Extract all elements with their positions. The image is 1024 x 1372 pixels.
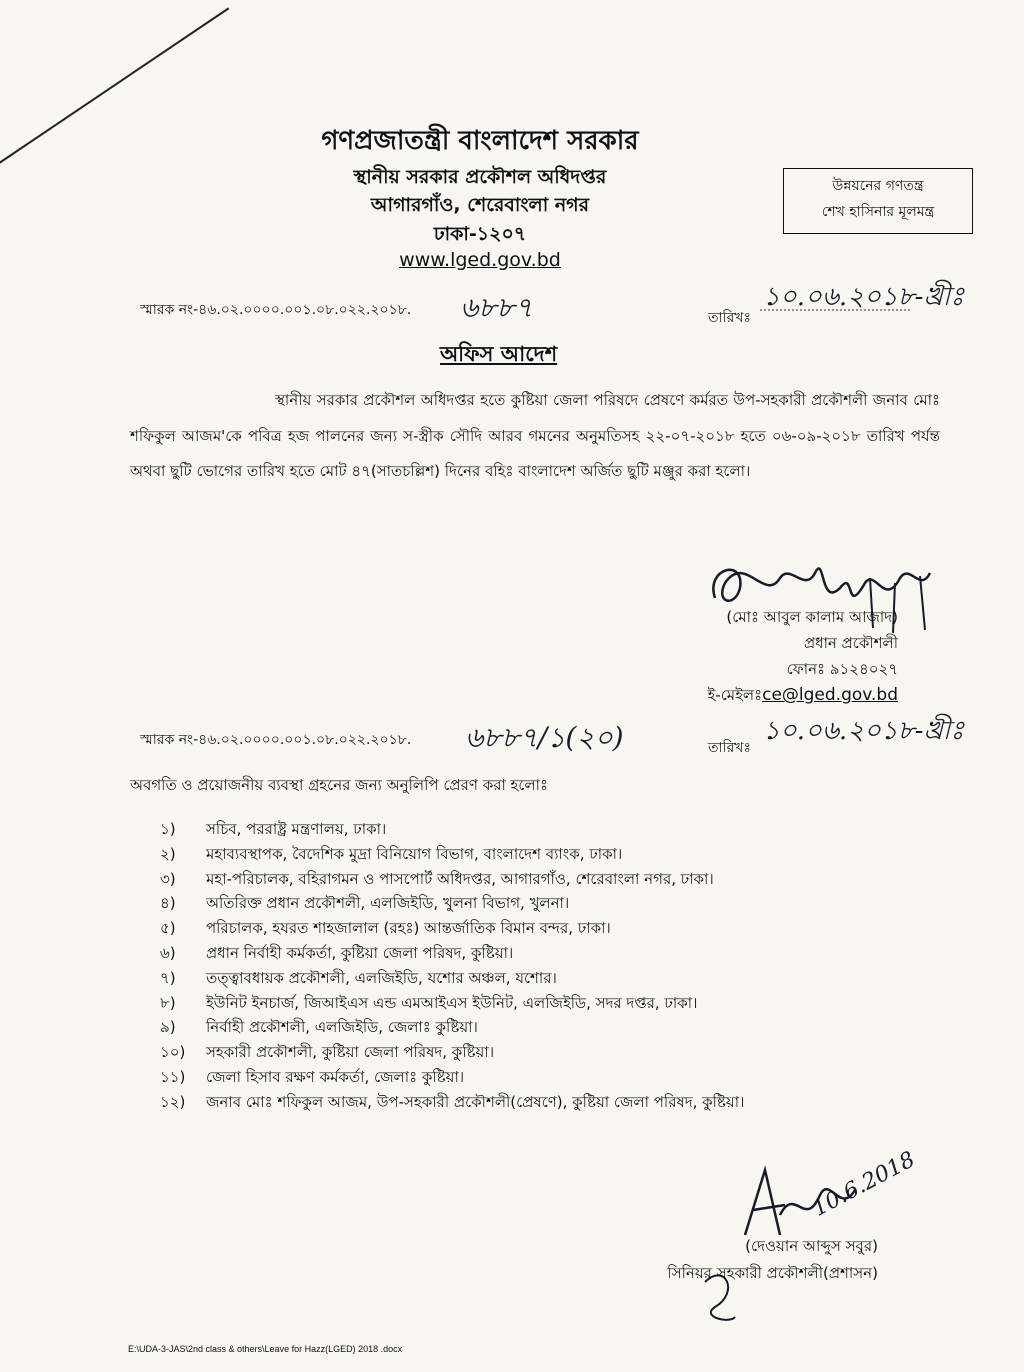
recipient-number: ৮) [160,993,176,1012]
recipient-row [160,1041,744,1066]
recipient-row [160,1091,744,1116]
recipient-text: মহাব্যবস্থাপক, বৈদেশিক মুদ্রা বিনিয়োগ বিভাগ, বাংলাদেশ ব্যাংক, ঢাকা। [206,844,623,863]
recipient-row [160,868,744,893]
order-title: অফিস আদেশ [440,342,558,366]
recipient-number: ৭) [160,968,176,987]
signatory-1-designation: প্রধান প্রকৌশলী [803,634,898,652]
recipient-row [160,892,744,917]
recipient-row [160,818,744,843]
recipient-number: ৯) [160,1018,176,1037]
signatory-1-email-line [668,682,898,708]
recipient-row [160,942,744,967]
recipient-number: ২) [160,844,176,863]
city-line: ঢাকা-১২০৭ [433,223,527,245]
signatory-1-block [668,604,898,708]
signatory-2-block [640,1233,878,1287]
order-body: স্থানীয় সরকার প্রকৌশল অধিদপ্তর হতে কুষ্টিয়া জেলা পরিষদে প্রেষণে কর্মরত উপ-সহকারী প্রকৌশলী জনাব মোঃ শফিকুল আজম'কে পবিত্র হজ পালনের জন্য স-স্ত্রীক সৌদি আরব গমনের অনুমতিসহ ২২-০৭-২০১৮ হতে ০৬-০৯-২০১৮ তারিখ পর্যন্ত অথবা ছুটি ভোগের তারিখ হতে মোট ৪৭(সাতচল্লিশ) দিনের বহিঃ বাংলাদেশ অর্জিত ছুটি মঞ্জুর করা হলো। [130,391,940,480]
email-link[interactable]: ce@lged.gov.bd [762,685,898,705]
recipient-row [160,917,744,942]
recipient-row [160,967,744,992]
footer-file-path: E:\UDA-3-JAS\2nd class & others\Leave for Hazz(LGED) 2018 .docx [128,1344,403,1354]
signature-date-handwritten: 10.6.2018 [808,1147,920,1222]
signatory-1-phone: ফোনঃ ৯১২৪০২৭ [786,660,898,678]
recipient-number: ১১) [160,1067,186,1086]
email-label: ই-মেইলঃ [707,686,763,704]
recipient-row [160,1016,744,1041]
recipient-text: সহকারী প্রকৌশলী, কুষ্টিয়া জেলা পরিষদ, কুষ্টিয়া। [206,1043,495,1062]
govt-heading: গণপ্রজাতন্ত্রী বাংলাদেশ সরকার [321,126,639,156]
memo-2-number-label: স্মারক নং-৪৬.০২.০০০০.০০১.০৮.০২২.২০১৮. [140,732,412,748]
recipient-text: জনাব মোঃ শফিকুল আজম, উপ-সহকারী প্রকৌশলী(প্রেষণে), কুষ্টিয়া জেলা পরিষদ, কুষ্টিয়া। [206,1092,745,1111]
recipient-row [160,992,744,1017]
date-underline [760,304,910,314]
recipient-text: তত্ত্বাবধায়ক প্রকৌশলী, এলজিইডি, যশোর অঞ্চল, যশোর। [206,968,557,987]
slogan-line-1: উন্নয়নের গণতন্ত্র [832,178,924,194]
signatory-2-designation: সিনিয়র সহকারী প্রকৌশলী(প্রশাসন) [667,1264,878,1282]
date-label: তারিখঃ [708,310,751,326]
memo-number-label: স্মারক নং-৪৬.০২.০০০০.০০১.০৮.০২২.২০১৮. [140,302,412,318]
address-line: আগারগাঁও, শেরেবাংলা নগর [370,194,590,216]
memo-2-number-handwritten: ৬৮৮৭/১(২০) [465,721,624,754]
recipient-number: ৬) [160,943,176,962]
recipient-text: প্রধান নির্বাহী কর্মকর্তা, কুষ্টিয়া জেলা পরিষদ, কুষ্টিয়া। [206,943,514,962]
recipient-list [160,818,744,1116]
recipient-number: ১) [160,820,176,838]
recipient-number: ১০) [160,1043,186,1062]
recipient-number: ১২) [160,1092,186,1111]
memo-2-date-handwritten: ১০.০৬.২০১৮-খ্রীঃ [763,716,965,746]
department-name: স্থানীয় সরকার প্রকৌশল অধিদপ্তর [353,166,607,188]
recipient-text: সচিব, পররাষ্ট্র মন্ত্রণালয়, ঢাকা। [206,820,387,838]
recipient-row [160,843,744,868]
signatory-1-name: (মোঃ আবুল কালাম আজাদ) [726,608,898,626]
memo-2-date-label: তারিখঃ [708,740,751,756]
signatory-2-name: (দেওয়ান আব্দুস সবুর) [745,1237,878,1255]
copy-intro: অবগতি ও প্রয়োজনীয় ব্যবস্থা গ্রহনের জন্য অনুলিপি প্রেরণ করা হলোঃ [130,776,548,794]
website-link[interactable]: www.lged.gov.bd [399,249,561,271]
date-handwritten: ১০.০৬.২০১৮-খ্রীঃ [763,282,965,312]
recipient-number: ৩) [160,869,176,888]
recipient-text: পরিচালক, হযরত শাহজালাল (রহঃ) আন্তর্জাতিক বিমান বন্দর, ঢাকা। [206,919,611,938]
memo-number-handwritten: ৬৮৮৭ [460,291,533,324]
scan-edge-line [0,7,229,176]
recipient-text: নির্বাহী প্রকৌশলী, এলজিইডি, জেলাঃ কুষ্টিয়া। [206,1018,478,1037]
recipient-text: জেলা হিসাব রক্ষণ কর্মকর্তা, জেলাঃ কুষ্টিয়া। [206,1067,465,1086]
recipient-text: ইউনিট ইনচার্জ, জিআইএস এন্ড এমআইএস ইউনিট, এলজিইডি, সদর দপ্তর, ঢাকা। [206,993,698,1012]
recipient-number: ৪) [160,894,176,913]
recipient-number: ৫) [160,919,176,938]
slogan-line-2: শেখ হাসিনার মূলমন্ত্র [821,204,935,220]
slogan-box [783,168,973,234]
recipient-text: মহা-পরিচালক, বহিরাগমন ও পাসপোর্ট অধিদপ্তর, আগারগাঁও, শেরেবাংলা নগর, ঢাকা। [206,869,714,888]
recipient-row [160,1066,744,1091]
recipient-text: অতিরিক্ত প্রধান প্রকৌশলী, এলজিইডি, খুলনা বিভাগ, খুলনা। [206,894,570,913]
